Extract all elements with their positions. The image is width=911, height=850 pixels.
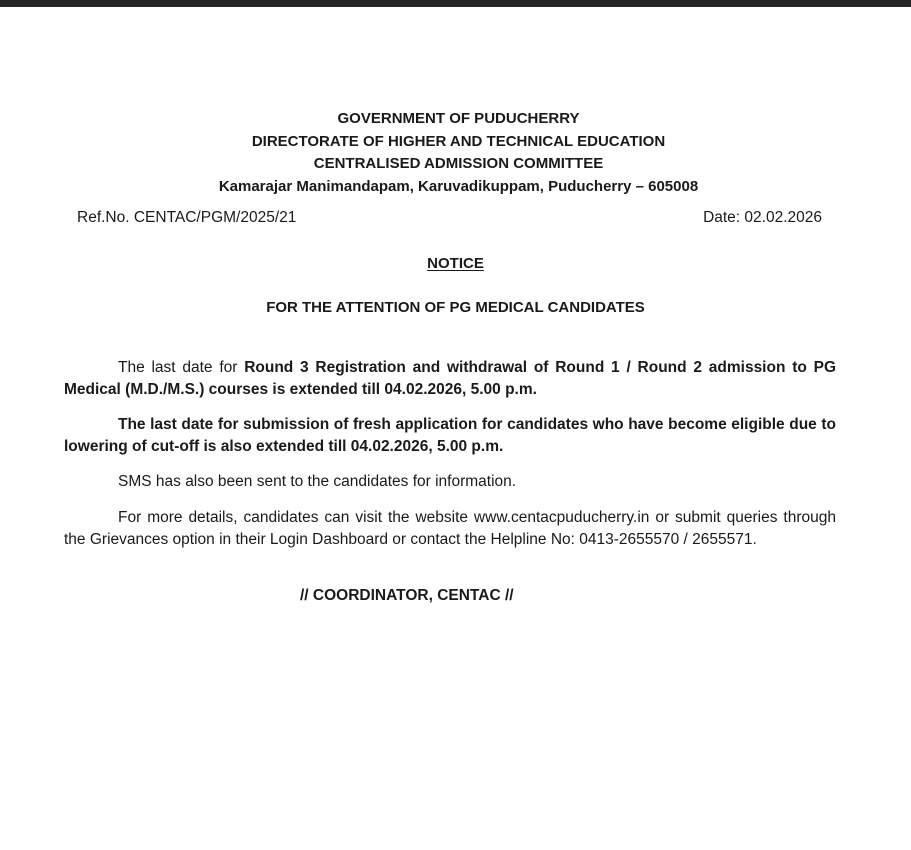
notice-date: Date: 02.02.2026 — [703, 209, 822, 226]
paragraph-round3-extension — [64, 357, 836, 401]
paragraph-sms-info: SMS has also been sent to the candidates for information. — [118, 473, 517, 490]
paragraph-more-details: For more details, candidates can visit the website www.centacpuducherry.in or submit queries through the Grievances option in their Login Dashboard or contact the Helpline No: 0413-2655570 / 2655571. — [64, 509, 836, 548]
paragraph-fresh-application: The last date for submission of fresh application for candidates who have become eligible due to lowering of cut-off is also extended till 04.02.2026, 5.00 p.m. — [64, 416, 836, 455]
paragraph-lead-text: The last date for — [118, 359, 245, 376]
notice-title: NOTICE — [427, 255, 484, 272]
paragraph-bold-text: Round 3 Registration and withdrawal of Round 1 / Round 2 admission to PG Medical (M.D./M.S.) courses is extended till 04.02.2026, 5.00 p.m. — [64, 359, 836, 398]
letterhead-address: Kamarajar Manimandapam, Karuvadikuppam, Puducherry – 605008 — [218, 178, 699, 196]
attention-heading: FOR THE ATTENTION OF PG MEDICAL CANDIDATES — [266, 299, 645, 316]
letterhead-committee: CENTRALISED ADMISSION COMMITTEE — [313, 155, 604, 173]
letterhead-directorate: DIRECTORATE OF HIGHER AND TECHNICAL EDUCATION — [251, 132, 666, 150]
top-dark-bar — [0, 0, 911, 7]
reference-number: Ref.No. CENTAC/PGM/2025/21 — [77, 209, 297, 226]
signature-coordinator: // COORDINATOR, CENTAC // — [300, 587, 514, 604]
letterhead-government: GOVERNMENT OF PUDUCHERRY — [337, 110, 580, 127]
letterhead — [0, 108, 911, 199]
